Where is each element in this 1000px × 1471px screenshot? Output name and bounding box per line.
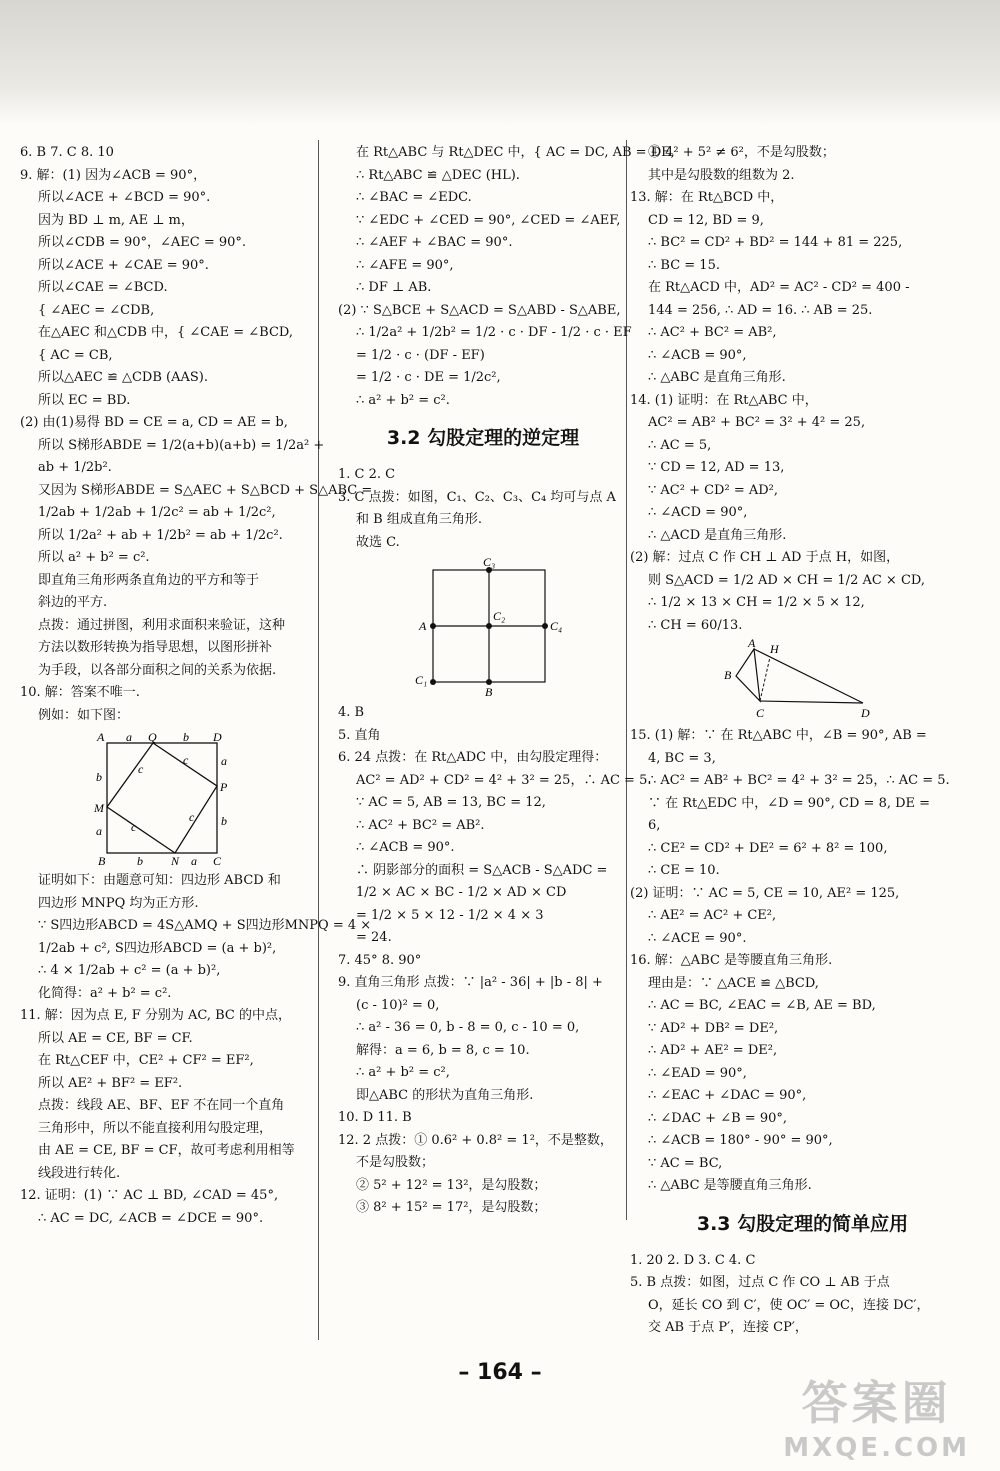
text-line: 所以∠ACE + ∠BCD = 90°. (38, 190, 211, 205)
text-line: 所以∠ACE + ∠CAE = 90°. (38, 257, 209, 273)
figure-triangle (718, 636, 888, 721)
text-line: 所以∠CAE = ∠BCD. (38, 280, 168, 295)
text-line: ② 5² + 12² = 13²，是勾股数； (356, 1177, 547, 1193)
text-line: = 24. (356, 930, 392, 945)
text-line: ∴ ∠ACD = 90°, (648, 505, 748, 520)
text-line: 5. B 点拨：如图，过点 C 作 CO ⊥ AB 于点 (630, 1275, 890, 1290)
text-line: ∴ a² + b² = c², (356, 1065, 450, 1080)
text-line: ∴ ∠BAC = ∠EDC. (356, 190, 472, 205)
text-line: 1/2 × AC × BC - 1/2 × AD × CD (356, 885, 567, 900)
label: c (137, 762, 143, 776)
section-heading: 3.2 勾股定理的逆定理 (386, 427, 580, 449)
text-line: 所以△AEC ≌ △CDB (AAS). (38, 370, 208, 385)
text-line: ∴ AC² + BC² = AB², (648, 325, 777, 340)
text-line: 不是勾股数； (356, 1155, 435, 1170)
text-line: (2) 由(1)易得 BD = CE = a, CD = AE = b, (20, 415, 288, 430)
text-line: ∵ AC² + CD² = AD², (648, 482, 778, 498)
label: B (485, 685, 493, 699)
text-line: 1/2ab + 1/2ab + 1/2c² = ab + 1/2c², (38, 505, 276, 520)
text-line: ∵ S四边形ABCD = 4S△AMQ + S四边形MNPQ = 4 × (38, 918, 372, 933)
text-line: 1. C 2. C (338, 467, 396, 482)
label: C₁ (415, 673, 428, 687)
text-line: 点拨：线段 AE、BF、EF 不在同一个直角 (38, 1098, 285, 1113)
text-line: 即直角三角形两条直角边的平方和等于 (38, 572, 260, 588)
text-line: ∴ ∠ACE = 90°. (648, 930, 747, 946)
text-line: 所以 1/2a² + ab + 1/2b² = ab + 1/2c². (38, 527, 283, 543)
text-line: 所以 S梯形ABDE = 1/2(a+b)(a+b) = 1/2a² + (38, 437, 325, 453)
text-line: 所以 a² + b² = c². (38, 550, 150, 565)
text-line: ∴ AC = 5, (648, 437, 712, 453)
text-line: 3. C 点拨：如图，C₁、C₂、C₃、C₄ 均可与点 A (338, 489, 616, 505)
text-line: 6, (648, 818, 661, 833)
label: c (188, 810, 194, 824)
text-line: ∴ AC = BC, ∠EAC = ∠B, AE = BD, (648, 998, 876, 1013)
text-line: ∴ ∠ACB = 90°. (356, 840, 455, 855)
text-line: ∴ ∠EAC + ∠DAC = 90°, (648, 1088, 807, 1103)
text-line: 三角形中，所以不能直接利用勾股定理， (38, 1120, 273, 1136)
text-line: 在 Rt△ABC 与 Rt△DEC 中，{ AC = DC, AB = DE, (356, 145, 675, 160)
answer-block (338, 142, 675, 412)
label: A (747, 636, 755, 650)
text-line: 所以 EC = BD. (38, 392, 131, 408)
text-line: ∴ △ABC 是直角三角形. (648, 370, 786, 385)
answer-block (630, 725, 975, 1198)
text-line: 因为 BD ⊥ m, AE ⊥ m， (38, 212, 194, 228)
top-shadow-band (0, 0, 1000, 125)
label: b (220, 814, 227, 828)
answer-block (630, 1250, 975, 1340)
text-line: ∴ a² - 36 = 0, b - 8 = 0, c - 10 = 0, (356, 1020, 580, 1035)
text-line: 9. 解：(1) 因为∠ACB = 90°， (20, 167, 207, 183)
text-line: ∵ AC = 5, AB = 13, BC = 12, (356, 795, 546, 810)
text-line: 4, BC = 3, (648, 750, 716, 766)
text-line: ∵ ∠EDC + ∠CED = 90°, ∠CED = ∠AEF, (356, 212, 621, 228)
figure-square-proof (93, 731, 233, 866)
text-line: 又因为 S梯形ABDE = S△AEC + S△BCD + S△ABC = (38, 482, 373, 498)
text-line: O，延长 CO 到 C′，使 OC′ = OC，连接 DC′， (648, 1297, 930, 1313)
text-line: 即△ABC 的形状为直角三角形. (356, 1087, 534, 1103)
text-line: ④ 4² + 5² ≠ 6²，不是勾股数； (648, 145, 835, 160)
text-line: 在 Rt△CEF 中，CE² + CF² = EF², (38, 1053, 254, 1068)
label: D (212, 730, 222, 744)
text-line: 所以 AE = CE, BF = CF. (38, 1030, 193, 1046)
text-line: 所以 AE² + BF² = EF². (38, 1075, 183, 1091)
label: A (96, 730, 104, 744)
column-divider (318, 140, 319, 1340)
label: a (190, 854, 197, 868)
text-line: 1. 20 2. D 3. C 4. C (630, 1252, 756, 1268)
label: B (723, 668, 731, 682)
label: D (860, 706, 870, 720)
label: c (130, 820, 136, 834)
label: C₄ (550, 619, 563, 633)
text-line: = 1/2 · c · DE = 1/2c², (356, 370, 501, 385)
label: b (182, 730, 189, 744)
label: C₃ (483, 555, 496, 569)
text-line: ab + 1/2b². (38, 460, 112, 475)
label: N (170, 854, 179, 868)
text-line: 6. 24 点拨：在 Rt△ADC 中，由勾股定理得： (338, 750, 608, 765)
answer-block (338, 464, 628, 554)
text-line: CD = 12, BD = 9, (648, 212, 764, 228)
text-line: ③ 8² + 15² = 17²，是勾股数； (356, 1200, 547, 1215)
text-line: 4. B (338, 705, 365, 720)
text-line: ∴ ∠EAD = 90°, (648, 1065, 747, 1081)
label: C (212, 854, 221, 868)
text-line: ∴ ∠AFE = 90°, (356, 257, 454, 273)
page-number: – 164 – (458, 1360, 542, 1385)
answer-block (630, 142, 975, 637)
text-line: ∴ AC² = AB² + BC² = 4² + 3² = 25，∴ AC = 5. (648, 773, 950, 788)
text-line: ∴ △ACD 是直角三角形. (648, 527, 787, 543)
text-line: 11. 解：因为点 E, F 分别为 AC, BC 的中点， (20, 1008, 291, 1023)
label: M (93, 801, 104, 815)
text-line: 14. (1) 证明：在 Rt△ABC 中， (630, 392, 818, 408)
text-line: 化简得：a² + b² = c². (38, 985, 172, 1001)
text-line: ∴ CH = 60/13. (648, 617, 743, 633)
text-line: ∴ CE² = CD² + DE² = 6² + 8² = 100, (648, 840, 888, 856)
label: C₂ (493, 609, 506, 623)
text-line: ∴ AD² + AE² = DE², (648, 1043, 778, 1058)
text-line: ∵ AD² + DB² = DE², (648, 1020, 779, 1036)
text-line: 6. B 7. C 8. 10 (20, 145, 114, 160)
watermark-text: 答案圈 (801, 1376, 952, 1430)
text-line: 在 Rt△ACD 中，AD² = AC² - CD² = 400 - (648, 280, 910, 295)
text-line: ∴ AC² + BC² = AB². (356, 817, 485, 833)
text-line: { ∠AEC = ∠CDB, (38, 302, 155, 318)
text-line: 7. 45° 8. 90° (338, 952, 422, 968)
text-line: ∴ CE = 10. (648, 863, 720, 878)
text-line: ∵ AC = BC, (648, 1155, 723, 1171)
text-line: ∴ ∠ACB = 90°, (648, 347, 747, 363)
text-line: 13. 解：在 Rt△BCD 中， (630, 190, 784, 205)
text-line: 12. 2 点拨：① 0.6² + 0.8² = 1²，不是整数， (338, 1132, 613, 1148)
column-right (630, 142, 975, 1340)
section-heading: 3.3 勾股定理的简单应用 (696, 1212, 909, 1235)
text-line: ∴ AC = DC, ∠ACB = ∠DCE = 90°. (38, 1210, 264, 1226)
label: A (419, 619, 427, 633)
text-line: 16. 解：△ABC 是等腰直角三角形. (630, 953, 833, 968)
text-line: 其中是勾股数的组数为 2. (648, 167, 795, 183)
text-line: 斜边的平方. (38, 595, 108, 610)
text-line: 所以∠CDB = 90°，∠AEC = 90°. (38, 235, 247, 250)
text-line: 5. 直角 (338, 727, 381, 743)
text-line: (2) 证明：∵ AC = 5, CE = 10, AE² = 125, (630, 885, 900, 901)
figure-grid (403, 555, 563, 699)
text-line: ∴ BC² = CD² + BD² = 144 + 81 = 225, (648, 235, 903, 250)
text-line: 方法以数形转换为指导思想，以图形拼补 (38, 640, 273, 655)
text-line: ∴ Rt△ABC ≌ △DEC (HL). (356, 167, 520, 183)
text-line: { AC = CB, (38, 347, 113, 363)
text-line: 10. D 11. B (338, 1110, 412, 1125)
text-line: ∵ 在 Rt△EDC 中，∠D = 90°, CD = 8, DE = (648, 795, 931, 811)
text-line: (c - 10)² = 0, (356, 997, 440, 1013)
text-line: 则 S△ACD = 1/2 AD × CH = 1/2 AC × CD, (648, 572, 925, 588)
watermark-url: MXQE.COM (783, 1433, 970, 1463)
text-line: ∴ 阴影部分的面积 = S△ACB - S△ADC = (356, 862, 608, 878)
text-line: ∴ 1/2a² + 1/2b² = 1/2 · c · DF - 1/2 · c · EF (356, 325, 632, 340)
text-line: 1/2ab + c², S四边形ABCD = (a + b)², (38, 940, 277, 956)
text-line: 和 B 组成直角三角形. (356, 512, 482, 527)
text-line: ∴ ∠AEF + ∠BAC = 90°. (356, 235, 513, 250)
text-line: ∴ BC = 15. (648, 257, 720, 273)
label: B (97, 854, 105, 868)
text-line: = 1/2 × 5 × 12 - 1/2 × 4 × 3 (356, 907, 544, 923)
text-line: ∴ ∠ACB = 180° - 90° = 90°, (648, 1133, 833, 1148)
text-line: 12. 证明：(1) ∵ AC ⊥ BD, ∠CAD = 45°, (20, 1188, 279, 1203)
label: a (95, 824, 102, 838)
watermark-logo (783, 1367, 970, 1463)
label: b (136, 854, 143, 868)
text-line: ∴ AE² = AC² + CE², (648, 908, 777, 923)
text-line: ∵ CD = 12, AD = 13, (648, 460, 785, 475)
answer-block (338, 702, 652, 1220)
text-line: 9. 直角三角形 点拨：∵ |a² - 36| + |b - 8| + (338, 975, 603, 990)
text-line: (2) ∵ S△BCE + S△ACD = S△ABD - S△ABE, (338, 302, 621, 318)
text-line: 15. (1) 解：∵ 在 Rt△ABC 中，∠B = 90°, AB = (630, 728, 927, 743)
text-line: ∴ ∠DAC + ∠B = 90°, (648, 1110, 787, 1126)
text-line: AC² = AB² + BC² = 3² + 4² = 25, (648, 415, 866, 430)
text-line: 四边形 MNPQ 均为正方形. (38, 895, 199, 911)
text-line: 理由是：∵ △ACE ≌ △BCD, (648, 975, 819, 991)
text-line: 144 = 256, ∴ AD = 16. ∴ AB = 25. (648, 302, 873, 318)
text-line: 由 AE = CE, BF = CF，故可考虑利用相等 (38, 1143, 295, 1158)
text-line: ∴ a² + b² = c². (356, 392, 450, 408)
text-line: (2) 解：过点 C 作 CH ⊥ AD 于点 H，如图， (630, 550, 900, 565)
text-line: 线段进行转化. (38, 1165, 121, 1181)
label: Q (147, 730, 157, 744)
text-line: 故选 C. (356, 534, 400, 550)
answer-block (20, 870, 372, 1230)
label: P (219, 780, 227, 794)
text-line: 点拨：通过拼图，利用求面积来验证，这种 (38, 617, 286, 633)
column-middle (338, 142, 675, 1220)
text-line: 交 AB 于点 P′，连接 CP′， (648, 1320, 808, 1335)
text-line: 10. 解：答案不唯一. (20, 685, 140, 700)
label: a (125, 730, 132, 744)
text-line: ∴ 1/2 × 13 × CH = 1/2 × 5 × 12, (648, 595, 865, 610)
label: b (95, 770, 102, 784)
text-line: ∴ 4 × 1/2ab + c² = (a + b)², (38, 963, 221, 978)
text-line: 证明如下：由题意可知：四边形 ABCD 和 (38, 873, 281, 888)
label: a (220, 754, 227, 768)
text-line: 例如：如下图： (38, 707, 130, 723)
text-line: 解得：a = 6, b = 8, c = 10. (356, 1042, 530, 1058)
text-line: ∴ △ABC 是等腰直角三角形. (648, 1178, 812, 1193)
label: H (769, 642, 779, 656)
text-line: ∴ DF ⊥ AB. (356, 280, 432, 295)
text-line: 在△AEC 和△CDB 中，{ ∠CAE = ∠BCD, (38, 325, 294, 340)
text-line: = 1/2 · c · (DF - EF) (356, 347, 485, 363)
label: C (755, 706, 764, 720)
text-line: 为手段，以各部分面积之间的关系为依据. (38, 662, 277, 678)
label: c (182, 753, 188, 767)
text-line: AC² = AD² + CD² = 4² + 3² = 25，∴ AC = 5. (356, 772, 652, 788)
